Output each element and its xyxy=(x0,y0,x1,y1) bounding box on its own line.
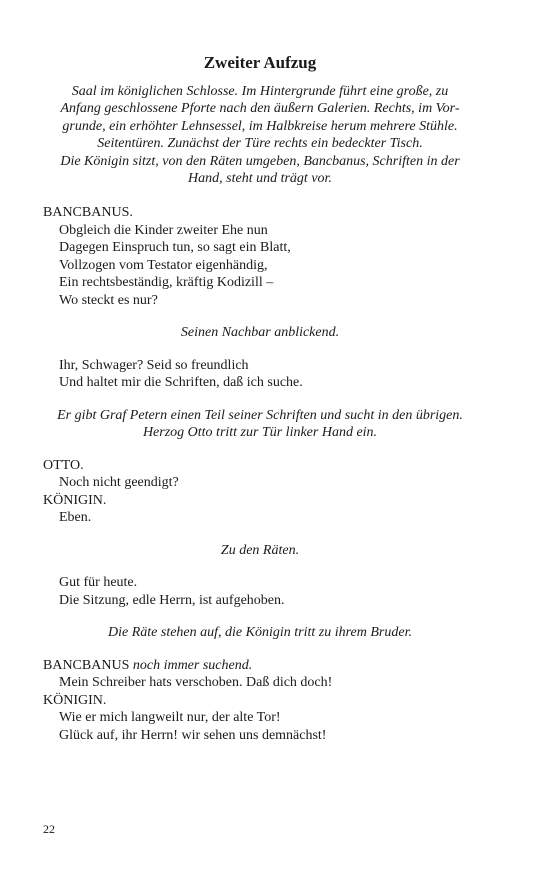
verse-line: Ein rechtsbeständig, kräftig Kodizill – xyxy=(59,275,274,291)
stage-direction-line: grunde, ein erhöhter Lehnsessel, im Halbkreise herum mehrere Stühle. xyxy=(62,118,458,134)
inline-stage-direction: noch immer suchend. xyxy=(132,657,253,673)
speaker-name: KÖNIGIN. xyxy=(43,492,107,508)
verse-line: Obgleich die Kinder zweiter Ehe nun xyxy=(59,222,268,238)
stage-direction-line: Saal im königlichen Schlosse. Im Hintergrunde führt eine große, zu xyxy=(71,84,449,99)
verse-line: Und haltet mir die Schriften, daß ich suche. xyxy=(59,375,303,391)
act-title: Zweiter Aufzug xyxy=(203,53,317,72)
stage-direction: Er gibt Graf Petern einen Teil seiner Schriften und sucht in den übrigen. xyxy=(57,407,463,423)
stage-direction-line: Hand, steht und trägt vor. xyxy=(188,171,332,187)
verse-line: Gut für heute. xyxy=(59,575,138,591)
verse-line: Ihr, Schwager? Seid so freundlich xyxy=(59,357,249,373)
verse-line: Mein Schreiber hats verschoben. Daß dich doch! xyxy=(59,675,333,691)
verse-line: Eben. xyxy=(59,510,92,526)
speaker-name: BANCBANUS xyxy=(43,657,130,673)
verse-line: Noch nicht geendigt? xyxy=(59,475,179,491)
speaker-name: BANCBANUS. xyxy=(43,205,133,221)
stage-direction-line: Seitentüren. Zunächst der Türe rechts ein bedeckter Tisch. xyxy=(97,136,423,152)
stage-direction-line: Die Königin sitzt, von den Räten umgeben, Bancbanus, Schriften in der xyxy=(60,153,460,169)
stage-direction: Die Räte stehen auf, die Königin tritt zu ihrem Bruder. xyxy=(108,625,412,641)
speaker-name: OTTO. xyxy=(43,457,84,473)
verse-line: Wo steckt es nur? xyxy=(59,292,158,308)
stage-direction: Zu den Räten. xyxy=(220,542,300,558)
stage-direction: Herzog Otto tritt zur Tür linker Hand ein. xyxy=(142,425,378,441)
page-number: 22 xyxy=(43,822,55,836)
stage-direction-line: Anfang geschlossene Pforte nach den äußern Galerien. Rechts, im Vor- xyxy=(60,101,460,117)
verse-line: Glück auf, ihr Herrn! wir sehen uns demnächst! xyxy=(59,727,327,743)
speaker-line xyxy=(43,657,477,675)
stage-direction: Seinen Nachbar anblickend. xyxy=(180,325,340,341)
opening-stage-direction xyxy=(43,83,477,187)
page-text xyxy=(43,52,477,744)
verse-line: Dagegen Einspruch tun, so sagt ein Blatt, xyxy=(59,240,291,256)
speaker-name: KÖNIGIN. xyxy=(43,692,107,708)
verse-line: Die Sitzung, edle Herrn, ist aufgehoben. xyxy=(59,592,285,608)
verse-line: Wie er mich langweilt nur, der alte Tor! xyxy=(59,710,281,726)
verse-line: Vollzogen vom Testator eigenhändig, xyxy=(59,257,268,273)
